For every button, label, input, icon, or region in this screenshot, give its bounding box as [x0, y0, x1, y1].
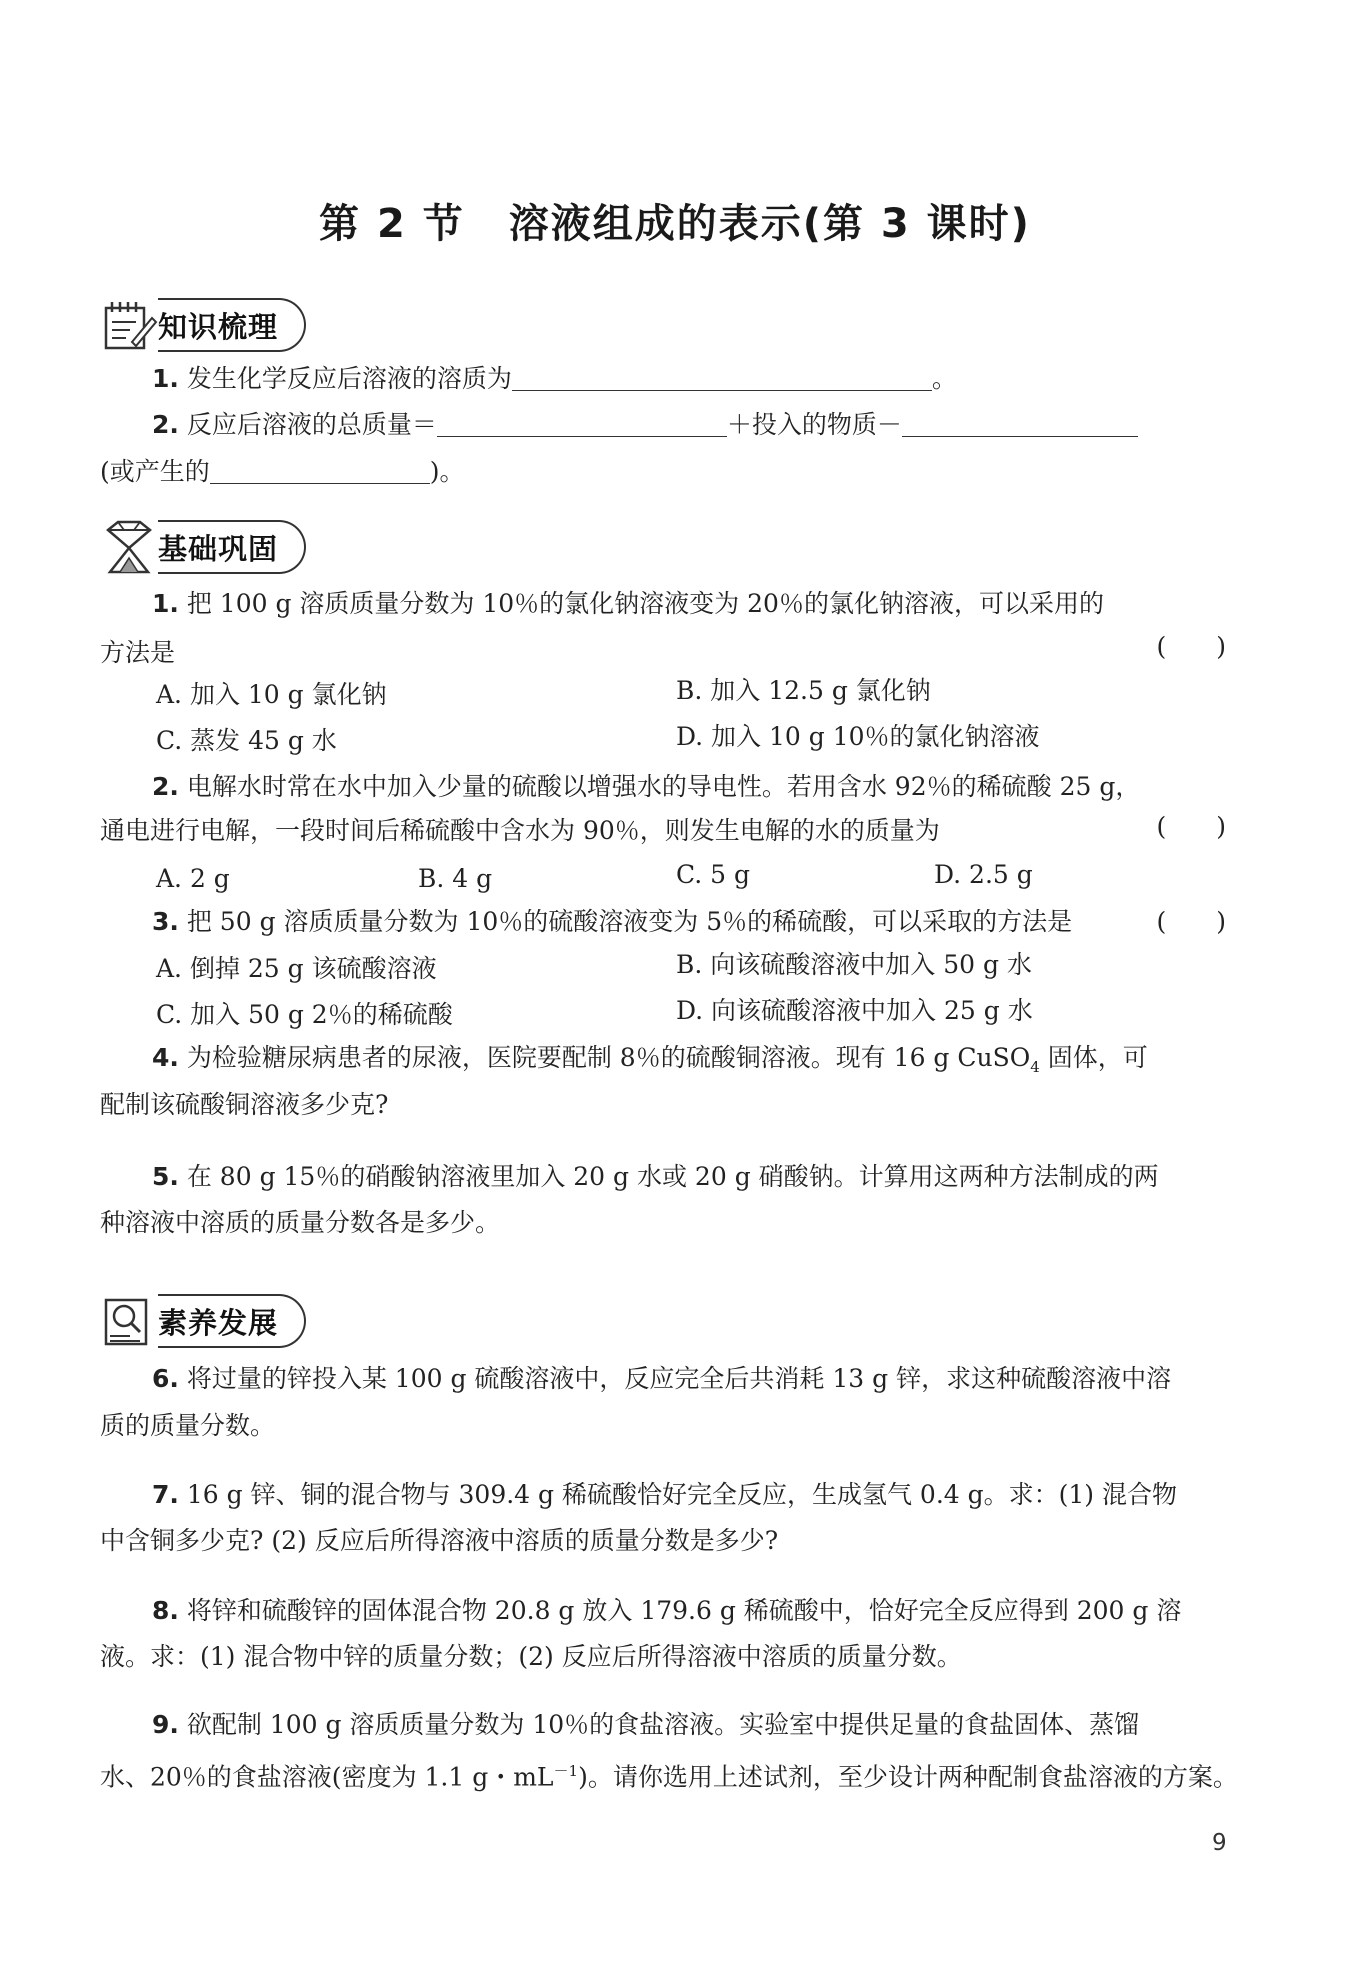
answer-paren[interactable]: ( ): [1156, 812, 1226, 841]
answer-blank[interactable]: [210, 457, 430, 484]
basic-question-1-cont: 方法是: [100, 638, 176, 667]
develop-question-7-cont: 中含铜多少克? (2) 反应后所得溶液中溶质的质量分数是多少?: [100, 1526, 779, 1555]
magnifier-report-icon: [100, 1292, 158, 1350]
review-question-2: 2. 反应后溶液的总质量＝ ＋投入的物质－: [152, 408, 1138, 442]
page-title: [0, 192, 1350, 249]
answer-paren[interactable]: ( ): [1156, 632, 1226, 661]
basic-question-5-cont: 种溶液中溶质的质量分数各是多少。: [100, 1208, 501, 1237]
develop-question-9: 9. 欲配制 100 g 溶质质量分数为 10％的食盐溶液。实验室中提供足量的食盐固体、蒸馏: [152, 1710, 1140, 1739]
section-number: 第 2 节: [319, 201, 465, 247]
section-label-basic: 基础巩固: [158, 531, 279, 566]
develop-question-9-cont: 水、20％的食盐溶液(密度为 1.1 g・$mL^{-1}$)。请你选用上述试剂，至少设计两种配制食盐溶液的方案。: [100, 1762, 1238, 1792]
option-d[interactable]: D. 2.5 g: [934, 860, 1033, 889]
answer-paren[interactable]: ( ): [1156, 907, 1226, 936]
diamond-hourglass-icon: [100, 518, 158, 576]
develop-question-6-cont: 质的质量分数。: [100, 1411, 276, 1440]
develop-question-8: 8. 将锌和硫酸锌的固体混合物 20.8 g 放入 179.6 g 稀硫酸中，恰好完全反应得到 200 g 溶: [152, 1596, 1182, 1625]
section-header-review: [100, 296, 306, 354]
develop-question-6: 6. 将过量的锌投入某 100 g 硫酸溶液中，反应完全后共消耗 13 g 锌，求这种硫酸溶液中溶: [152, 1364, 1172, 1393]
page-number: 9: [1212, 1830, 1227, 1856]
section-header-develop: [100, 1292, 306, 1350]
option-d[interactable]: D. 向该硫酸溶液中加入 25 g 水: [676, 996, 1033, 1025]
develop-question-8-cont: 液。求：(1) 混合物中锌的质量分数；(2) 反应后所得溶液中溶质的质量分数。: [100, 1642, 962, 1671]
basic-question-5: 5. 在 80 g 15％的硝酸钠溶液里加入 20 g 水或 20 g 硝酸钠。计算用这两种方法制成的两: [152, 1162, 1159, 1191]
option-a[interactable]: A. 倒掉 25 g 该硫酸溶液: [156, 954, 437, 983]
review-question-1: 1. 发生化学反应后溶液的溶质为 。: [152, 364, 957, 393]
lesson-title: 溶液组成的表示(第 3 课时): [508, 201, 1031, 247]
option-a[interactable]: A. 2 g: [156, 864, 230, 893]
basic-question-4-cont: 配制该硫酸铜溶液多少克?: [100, 1090, 389, 1119]
option-d[interactable]: D. 加入 10 g 10％的氯化钠溶液: [676, 722, 1040, 751]
option-a[interactable]: A. 加入 10 g 氯化钠: [156, 680, 387, 709]
section-header-basic: [100, 518, 306, 576]
answer-blank[interactable]: [437, 410, 727, 437]
basic-question-2: 2. 电解水时常在水中加入少量的硫酸以增强水的导电性。若用含水 92％的稀硫酸 25 g，: [152, 772, 1141, 801]
basic-question-4: 4. 为检验糖尿病患者的尿液，医院要配制 8％的硫酸铜溶液。现有 16 g CuSO$_4$ 固体，可: [152, 1043, 1148, 1076]
section-label-review: 知识梳理: [158, 309, 279, 344]
option-c[interactable]: C. 加入 50 g 2％的稀硫酸: [156, 1000, 453, 1029]
develop-question-7: 7. 16 g 锌、铜的混合物与 309.4 g 稀硫酸恰好完全反应，生成氢气 0.4 g。求：(1) 混合物: [152, 1480, 1177, 1509]
basic-question-1: 1. 把 100 g 溶质质量分数为 10％的氯化钠溶液变为 20％的氯化钠溶液，可以采用的: [152, 589, 1104, 618]
basic-question-2-cont: 通电进行电解，一段时间后稀硫酸中含水为 90％，则发生电解的水的质量为: [100, 816, 940, 845]
option-b[interactable]: B. 加入 12.5 g 氯化钠: [676, 676, 931, 705]
notepad-pencil-icon: [100, 296, 158, 354]
basic-question-3: 3. 把 50 g 溶质质量分数为 10％的硫酸溶液变为 5％的稀硫酸，可以采取的方法是: [152, 907, 1073, 936]
section-label-develop: 素养发展: [158, 1305, 279, 1340]
answer-blank[interactable]: [512, 364, 932, 391]
option-b[interactable]: B. 4 g: [418, 864, 493, 893]
answer-blank[interactable]: [902, 410, 1138, 437]
option-b[interactable]: B. 向该硫酸溶液中加入 50 g 水: [676, 950, 1032, 979]
option-c[interactable]: C. 蒸发 45 g 水: [156, 726, 337, 755]
review-question-2-cont: (或产生的 )。: [100, 457, 465, 486]
option-c[interactable]: C. 5 g: [676, 860, 750, 889]
